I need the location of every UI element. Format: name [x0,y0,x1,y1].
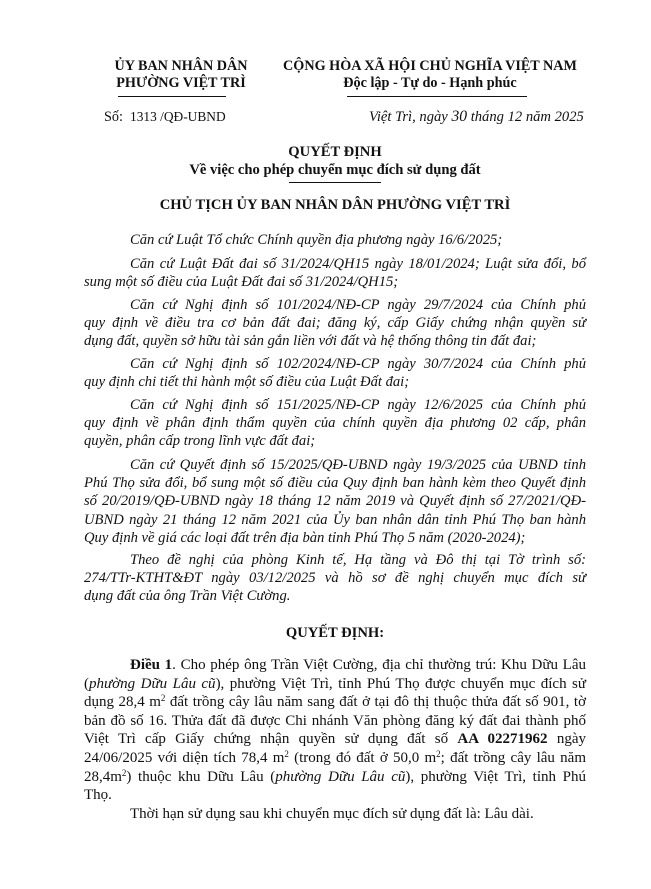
preamble-line: 274/TTr-KTHT&ĐT ngày 03/12/2025 và hồ sơ đề nghị chuyển mục đích sử [84,570,586,587]
preamble-line: Căn cứ Luật Đất đai số 31/2024/QH15 ngày 18/01/2024; Luật sửa đổi, bổ [130,256,586,272]
article-text: dụng 28,4 m [84,694,161,711]
article-italic: phường Dữu Lâu cũ [275,768,406,785]
place-date [369,108,584,126]
place-date-prefix: Việt Trì, ngày [369,109,448,125]
preamble-2 [84,255,586,291]
article-italic: phường Dữu Lâu cũ [89,675,216,692]
number-value: 1313 /QĐ-UBND [130,109,226,124]
agency-line-1: ỦY BAN NHÂN DÂN [114,58,248,74]
superscript: 2 [121,767,127,778]
agency-line-2: PHƯỜNG VIỆT TRÌ [116,75,246,91]
nation-line-1: CỘNG HÒA XÃ HỘI CHỦ NGHĨA VIỆT NAM [283,58,577,74]
article-text: ) thuộc khu Dữu Lâu ( [126,768,276,785]
preamble-7 [84,551,586,606]
article-label: Điều 1 [130,657,173,673]
agency-underline [118,96,226,97]
preamble-line: Căn cứ Nghị định số 102/2024/NĐ-CP ngày 30/7/2024 của Chính phủ [130,356,586,372]
article-text: ngày [556,731,586,748]
preamble-3 [84,296,586,351]
preamble-line: Quy định về giá các loại đất trên địa bàn tỉnh Phú Thọ 5 năm (2020-2024); [84,529,526,546]
article-text: đất trồng cây lâu năm sang đất ở tại đô thị thuộc thửa đất số 901, tờ [165,694,587,711]
article-text: Việt Trì cấp Giấy chứng nhận quyền sử dụng đất số [84,731,449,748]
preamble-line: dụng đất, quyền sở hữu tài sản gắn liền với đất và hệ thống thông tin đất đai; [84,333,537,350]
decision-subject: Về việc cho phép chuyển mục đích sử dụng đất [189,162,481,178]
issuing-authority: CHỦ TỊCH ỦY BAN NHÂN DÂN PHƯỜNG VIỆT TRÌ [159,197,511,213]
article-text: 24/06/2025 với diện tích 78,4 m [84,749,285,766]
superscript: 2 [284,748,289,759]
land-use-term: Thời hạn sử dụng sau khi chuyển mục đích sử dụng đất là: Lâu dài. [130,805,534,822]
article-text: . Cho phép ông Trần Việt Cường, địa chỉ thường trú: Khu Dữu Lâu [172,657,587,673]
preamble-line: Căn cứ Quyết định số 15/2025/QĐ-UBND ngày 19/3/2025 của UBND tỉnh [130,457,586,473]
preamble-line: quy định chi tiết thi hành một số điều của Luật Đất đai; [84,374,410,391]
preamble-line: Căn cứ Luật Tổ chức Chính quyền địa phương ngày 16/6/2025; [130,232,503,248]
subject-underline [289,182,381,183]
preamble-line: quy định về điều tra cơ bản đất đai; đăng ký, cấp Giấy chứng nhận quyền sử [84,315,586,332]
preamble-line: UBND ngày 21 tháng 12 năm 2021 của Ủy ban nhân dân tỉnh Phú Thọ ban hành [84,511,586,528]
article-1 [84,656,586,823]
decision-title: QUYẾT ĐỊNH [288,144,382,160]
article-text: ; đất trồng cây lâu năm [440,749,586,766]
certificate-number: AA 02271962 [457,731,548,748]
article-line [84,768,586,787]
article-line [84,749,586,768]
preamble-line: quyền, phân cấp trong lĩnh vực đất đai; [84,433,316,450]
article-text: ), phường Việt Trì, tỉnh Phú Thọ được chuyển mục đích sử [215,675,586,692]
preamble-line: Theo đề nghị của phòng Kinh tế, Hạ tầng và Đô thị tại Tờ trình số: [130,552,586,568]
article-line [84,730,586,749]
preamble-1 [84,231,586,249]
superscript: 2 [160,693,166,704]
date-day: 30 [451,108,468,125]
date-month-year: tháng 12 năm 2025 [470,109,584,125]
preamble-5 [84,396,586,451]
article-line: Thọ. [84,787,112,804]
preamble-line: Căn cứ Nghị định số 151/2025/NĐ-CP ngày 12/6/2025 của Chính phủ [130,397,586,413]
document-number [104,109,226,126]
preamble-line: Căn cứ Nghị định số 101/2024/NĐ-CP ngày 29/7/2024 của Chính phủ [130,297,586,313]
article-line [84,693,586,712]
preamble-line: dụng đất của ông Trần Việt Cường. [84,588,291,605]
national-motto [272,58,588,92]
preamble-4 [84,355,586,391]
preamble-6 [84,456,586,547]
article-text: ), phường Việt Trì, tỉnh Phú [405,768,586,785]
preamble-line: quy định về phân định thẩm quyền của chính quyền địa phương 02 cấp, phân [84,415,586,432]
nation-line-2: Độc lập - Tự do - Hạnh phúc [343,75,517,91]
decision-heading: QUYẾT ĐỊNH: [285,625,385,641]
article-line [84,675,586,694]
preamble-line: sung một số điều của Luật Đất đai số 31/2024/QH15; [84,274,399,291]
article-text: (trong đó đất ở 50,0 m [288,749,437,766]
number-label: Số: [104,109,123,125]
article-line [84,656,586,675]
superscript: 2 [436,748,441,759]
issuing-agency [96,58,266,92]
article-text: ( [84,675,89,692]
article-text: 28,4m [84,768,122,785]
motto-underline [347,96,527,97]
preamble-line: số 20/2019/QĐ-UBND ngày 18 tháng 12 năm 2019 và Quyết định số 27/2021/QĐ- [84,493,586,510]
article-line: bản đồ số 16. Thửa đất đã được Chi nhánh Văn phòng đăng ký đất đai thành phố [84,712,586,729]
preamble-line: Phú Thọ sửa đổi, bổ sung một số điều của Quy định ban hành kèm theo Quyết định [84,475,586,492]
